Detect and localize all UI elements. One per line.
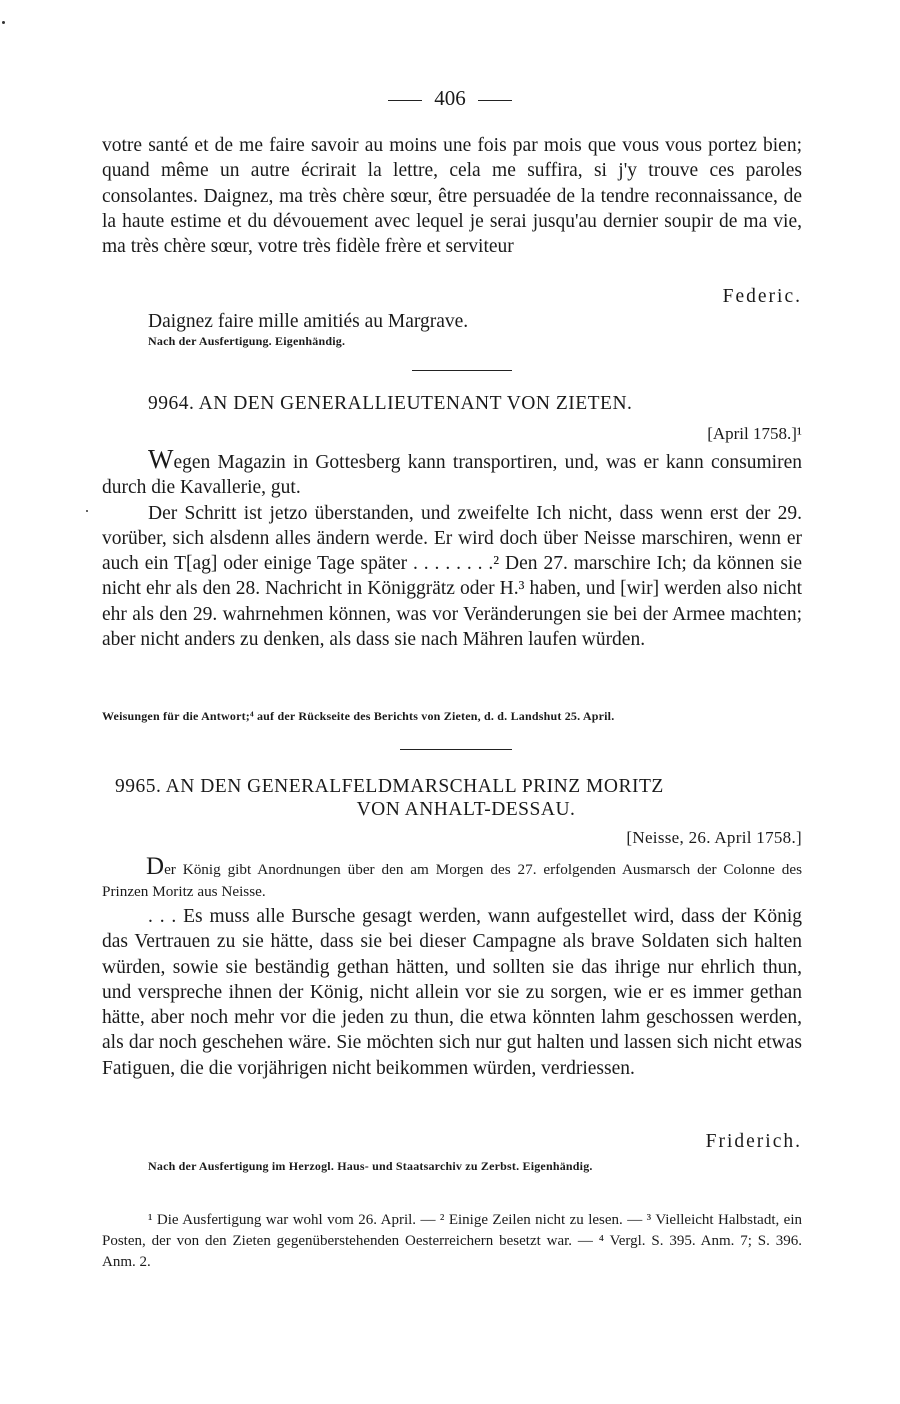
letter-9964-paragraph-2: Der Schritt ist jetzo überstanden, und zweifelte Ich nicht, dass wenn erst der 29. vorüber, sich alsdenn alles ändern werde. Er wird doch über Neisse marschiren, wenn er auch ein T[ag] oder einige Tage später . . . . . . . .² Den 27. marschire Ich; da können sie nicht ehr als den 28. Nachricht in Königgrätz oder H.³ haben, und [wir] werden also nicht ehr als den 29. wahrnehmen können, was vor Veränderungen sie bei der Armee machten; aber nicht anders zu denken, als dass sie nach Mähren laufen würden. xyxy=(102,502,802,651)
drop-initial: D xyxy=(146,853,165,880)
letter-9964-paragraph-1: Wegen Magazin in Gottesberg kann transportiren, und, was er kann consumiren durch die Kavallerie, gut. xyxy=(102,444,802,499)
letter-9965-body xyxy=(102,904,802,1081)
drop-initial: W xyxy=(148,444,174,474)
letter-9964-date: [April 1758.]¹ xyxy=(707,424,802,443)
page-number-dash-right xyxy=(478,100,512,101)
letter-9964-body xyxy=(102,444,802,652)
letter-9965-date: [Neisse, 26. April 1758.] xyxy=(626,828,802,847)
footnotes: ¹ Die Ausfertigung war wohl vom 26. April. — ² Einige Zeilen nicht zu lesen. — ³ Vielleicht Halbstadt, ein Posten, der von den Zieten gegenüberstehenden Oesterreichern besetzt war. — ⁴ Vergl. S. 395. Anm. 7; S. 396. Anm. 2. xyxy=(102,1212,802,1270)
section-divider xyxy=(412,370,512,371)
previous-letter-paragraph: votre santé et de me faire savoir au moins une fois par mois que vous vous portez bien; quand même un autre écrirait la lettre, cela me suffira, si j'y trouve ces paroles consolantes. Daignez, ma très chère sœur, être persuadée de la tendre reconnaissance, de la haute estime et du dévouement avec lequel je serai jusqu'au dernier soupir de ma vie, ma très chère sœur, votre très fidèle frère et serviteur xyxy=(102,135,802,258)
section-divider xyxy=(400,749,512,750)
letter-9964-heading: 9964. AN DEN GENERALLIEUTENANT VON ZIETEN. xyxy=(148,393,633,414)
letter-9965-heading-line-2: VON ANHALT-DESSAU. xyxy=(356,799,576,820)
previous-letter-ending xyxy=(102,133,802,259)
page-number xyxy=(0,84,900,112)
page-number-text: 406 xyxy=(434,86,466,110)
scan-speck xyxy=(86,510,88,512)
letter-9964-source-note: Weisungen für die Antwort;⁴ auf der Rückseite des Berichts von Zieten, d. d. Landshut 25. April. xyxy=(102,709,615,723)
previous-letter-source-note: Nach der Ausfertigung. Eigenhändig. xyxy=(148,334,346,348)
page-number-dash-left xyxy=(388,100,422,101)
letter-9965-heading-line-1: 9965. AN DEN GENERALFELDMARSCHALL PRINZ MORITZ xyxy=(115,776,664,797)
previous-letter-signature: Federic. xyxy=(722,286,802,307)
scan-speck xyxy=(2,21,5,24)
letter-9965-signature: Friderich. xyxy=(705,1131,802,1152)
letter-9965-summary: Der König gibt Anordnungen über den am Morgen des 27. erfolgenden Ausmarsch der Colonne des Prinzen Moritz aus Neisse. xyxy=(102,853,802,900)
letter-9965-paragraph: . . . Es muss alle Bursche gesagt werden, wann aufgestellet wird, dass der König das Vertrauen zu sie hätte, dass sie bei dieser Campagne als brave Soldaten sich halten würden, sowie sie beständig gethan hätten, und sollten sie das ihrige nur ehrlich thun, und verspreche ihnen der König, nicht allein vor sie zu sorgen, wie er es immer gethan hätte, aber noch mehr vor die jeden zu thun, die etwa könnten lahm geschossen werden, als dar noch geschehen wäre. Sie möchten sich nur gut halten und lassen sich nicht etwas Fatiguen, die die vorjährigen nicht beikommen würden, verdriessen. xyxy=(102,906,802,1079)
letter-9965-source-note: Nach der Ausfertigung im Herzogl. Haus- und Staatsarchiv zu Zerbst. Eigenhändig. xyxy=(148,1159,593,1173)
previous-letter-postscript: Daignez faire mille amitiés au Margrave. xyxy=(148,311,469,332)
